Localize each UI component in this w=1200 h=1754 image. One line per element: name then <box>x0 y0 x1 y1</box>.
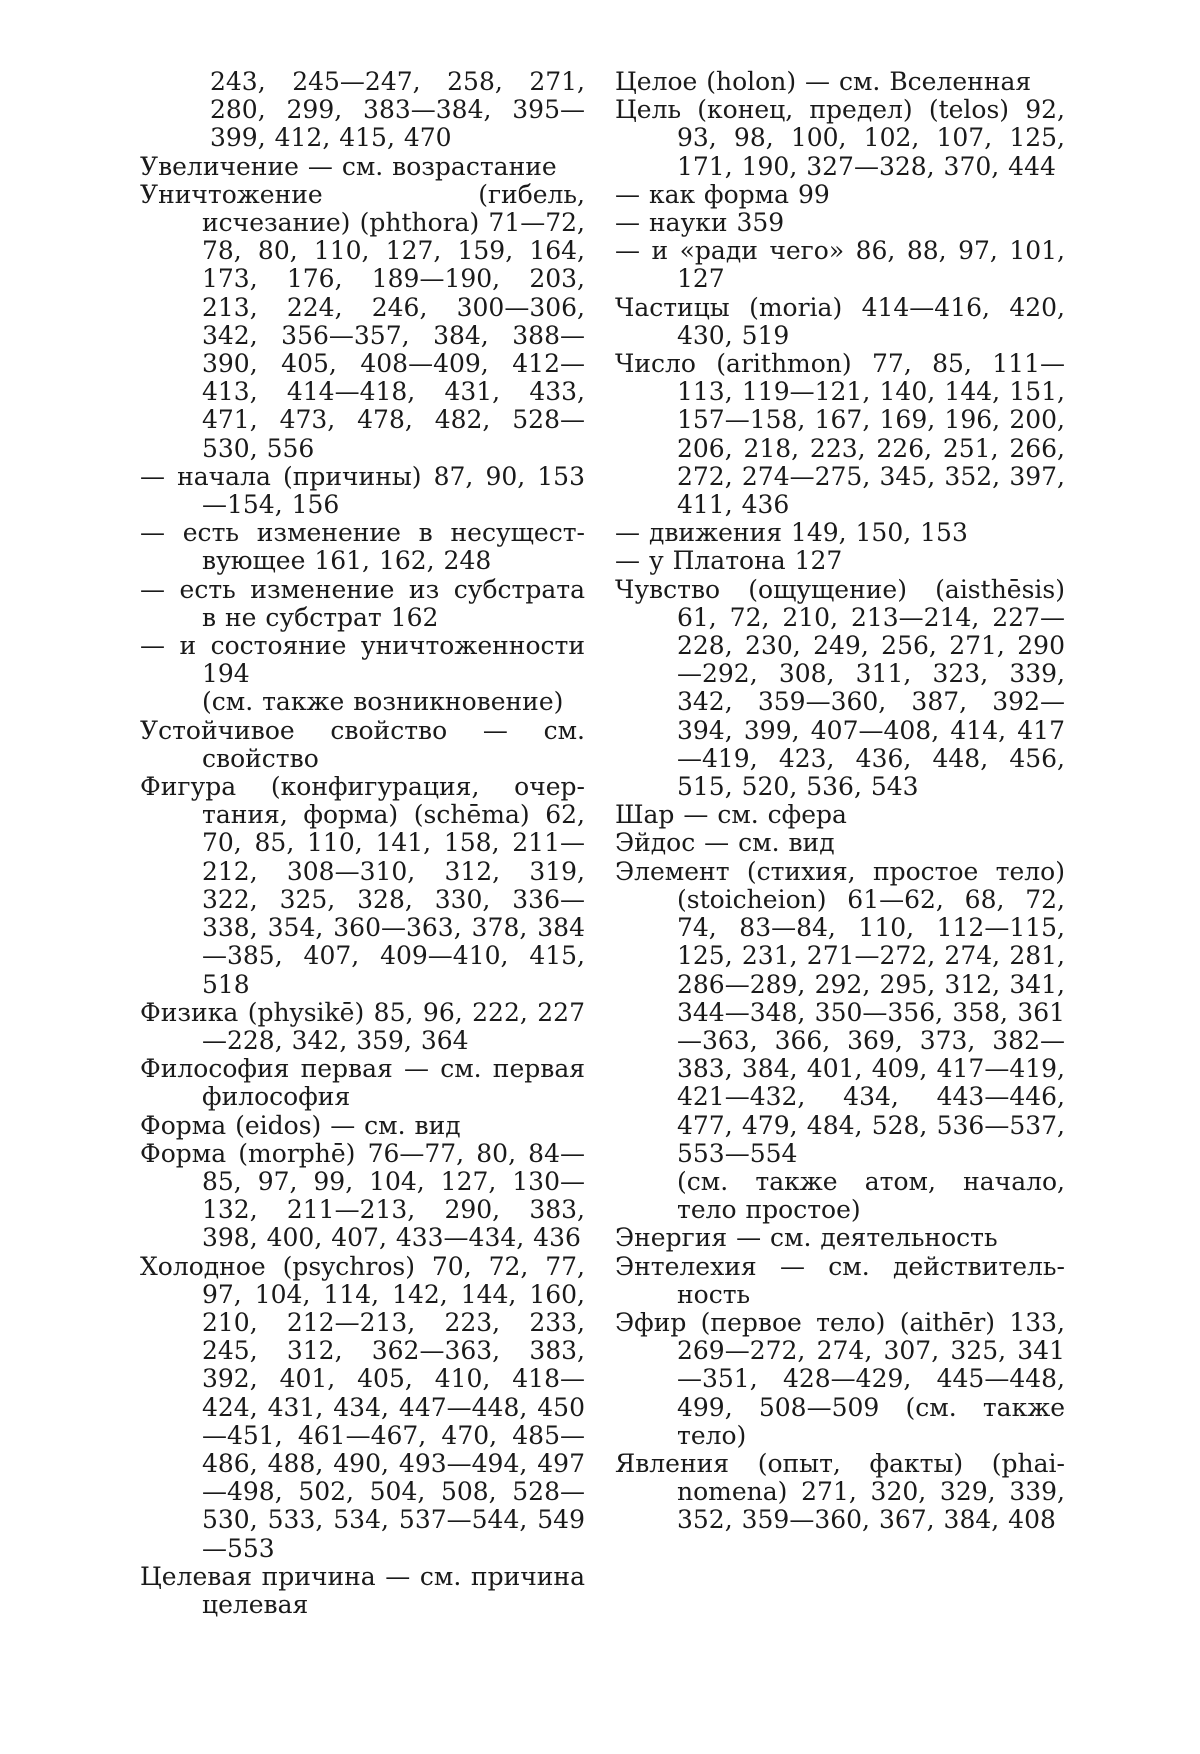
index-subentry: — науки 359 <box>615 208 785 238</box>
index-subentry: — начала (причины) 87, 90, 153—154, 156 <box>140 461 585 520</box>
index-entry: Явления (опыт, факты) (phainomena) 271, 320, 329, 339, 352, 359—360, 367, 384, 408 <box>615 1448 1065 1535</box>
index-entry: Цель (конец, предел) (telos) 92, 93, 98, 100, 102, 107, 125, 171, 190, 327—328, 370, 444 <box>615 95 1065 181</box>
index-entry: Форма (morphē) 76—77, 80, 84—85, 97, 99, 104, 127, 130—132, 211—213, 290, 383, 398, 400, 407, 433—434, 436 <box>140 1138 585 1253</box>
index-entry: Уничтожение (гибель, исчезание) (phthora) 71—72, 78, 80, 110, 127, 159, 164, 173, 176, 189—190, 203, 213, 224, 246, 300—306, 342, 356—357, 384, 388—390, 405, 408—409, 412—413, 414—418, 431, 433, 471, 473, 478, 482, 528—530, 556 <box>140 179 585 463</box>
index-subentry: — и «ради чего» 86, 88, 97, 101, 127 <box>615 236 1065 294</box>
index-entry: Увеличение — см. возрастание <box>140 151 557 181</box>
index-entry: Эфир (первое тело) (aithēr) 133, 269—272, 274, 307, 325, 341—351, 428—429, 445—448, 499, 508—509 (см. также тело) <box>615 1307 1065 1450</box>
index-entry: Шар — см. сфера <box>615 800 847 830</box>
index-entry: Устойчивое свойство — см. свойство <box>140 715 585 773</box>
index-entry: Чувство (ощущение) (aisthēsis) 61, 72, 210, 213—214, 227—228, 230, 249, 256, 271, 290—292, 308, 311, 323, 339, 342, 359—360, 387, 392—394, 399, 407—408, 414, 417—419, 423, 436, 448, 456, 515, 520, 536, 543 <box>615 574 1065 802</box>
index-entry: Частицы (moria) 414—416, 420, 430, 519 <box>615 292 1065 350</box>
index-entry: Эйдос — см. вид <box>615 828 835 858</box>
index-entry: Философия первая — см. первая философия <box>140 1054 585 1112</box>
right-column <box>615 68 1065 1535</box>
index-see-also-note: (см. также возникновение) <box>202 687 564 717</box>
index-subentry: — как форма 99 <box>615 179 830 209</box>
index-entry: Целое (holon) — см. Вселенная <box>615 67 1032 96</box>
index-entry: Элемент (стихия, простое тело) (stoicheion) 61—62, 68, 72, 74, 83—84, 110, 112—115, 125, 231, 271—272, 274, 281, 286—289, 292, 295, 312, 341, 344—348, 350—356, 358, 361—363, 366, 369, 373, 382—383, 384, 401, 409, 417—419, 421—432, 434, 443—446, 477, 479, 484, 528, 536—537, 553—554 <box>615 856 1065 1168</box>
index-subentry: — есть изменение в несуществующее 161, 162, 248 <box>140 518 585 576</box>
index-entry: Фигура (конфигурация, очертания, форма) (schēma) 62, 70, 85, 110, 141, 158, 211—212, 308—310, 312, 319, 322, 325, 328, 330, 336—338, 354, 360—363, 378, 384—385, 407, 409—410, 415, 518 <box>140 772 585 999</box>
index-entry: Энергия — см. деятельность <box>615 1223 998 1253</box>
left-column <box>140 68 585 1619</box>
index-entry: Форма (eidos) — см. вид <box>140 1110 461 1140</box>
index-subentry: — есть изменение из субстрата в не субстрат 162 <box>140 574 585 632</box>
index-entry: Число (arithmon) 77, 85, 111—113, 119—121, 140, 144, 151, 157—158, 167, 169, 196, 200, 206, 218, 223, 226, 251, 266, 272, 274—275, 345, 352, 397, 411, 436 <box>615 349 1065 520</box>
index-entry-continuation: 243, 245—247, 258, 271, 280, 299, 383—384, 395—399, 412, 415, 470 <box>210 67 585 153</box>
index-entry: Холодное (psychros) 70, 72, 77, 97, 104, 114, 142, 144, 160, 210, 212—213, 223, 233, 245, 312, 362—363, 383, 392, 401, 405, 410, 418—424, 431, 434, 447—448, 450—451, 461—467, 470, 485—486, 488, 490, 493—494, 497—498, 502, 504, 508, 528—530, 533, 534, 537—544, 549—553 <box>140 1251 585 1563</box>
index-see-also-note: (см. также атом, начало, тело простое) <box>677 1166 1065 1225</box>
index-subentry: — у Платона 127 <box>615 546 843 576</box>
index-subentry: — и состояние уничтоженности 194 <box>140 631 585 689</box>
index-entry: Целевая причина — см. причина целевая <box>140 1561 585 1619</box>
index-entry: Энтелехия — см. действительность <box>615 1251 1065 1309</box>
index-entry: Физика (physikē) 85, 96, 222, 227—228, 342, 359, 364 <box>140 997 585 1055</box>
index-subentry: — движения 149, 150, 153 <box>615 518 968 548</box>
